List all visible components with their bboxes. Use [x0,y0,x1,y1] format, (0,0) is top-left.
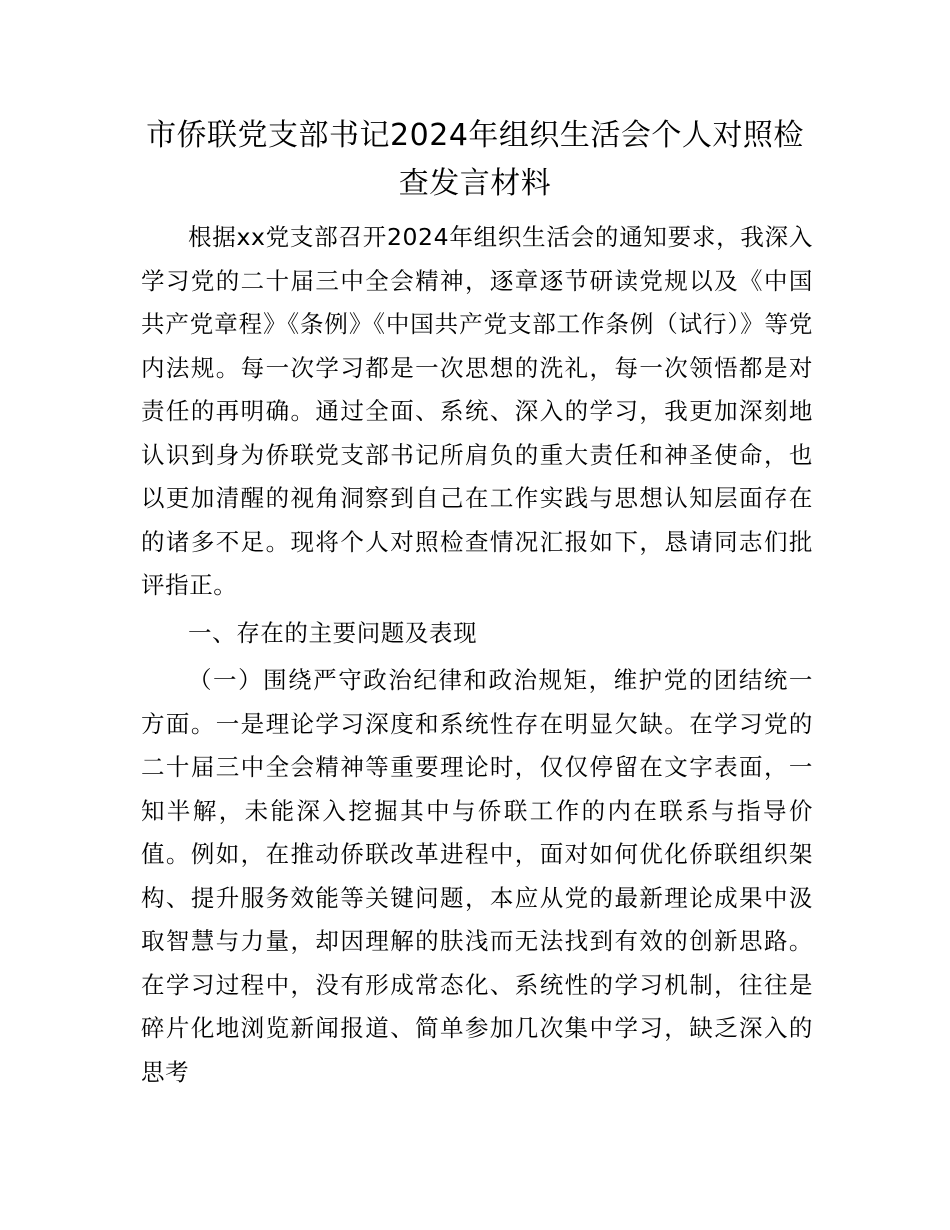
intro-paragraph: 根据xx党支部召开2024年组织生活会的通知要求，我深入学习党的二十届三中全会精神，逐章逐节研读党规以及《中国共产党章程》《条例》《中国共产党支部工作条例（试行）》等党内法规。每一次学习都是一次思想的洗礼，每一次领悟都是对责任的再明确。通过全面、系统、深入的学习，我更加深刻地认识到身为侨联党支部书记所肩负的重大责任和神圣使命，也以更加清醒的视角洞察到自己在工作实践与思想认知层面存在的诸多不足。现将个人对照检查情况汇报如下，恳请同志们批评指正。 [141,223,813,599]
subsection-paragraph: （一）围绕严守政治纪律和政治规矩，维护党的团结统一方面。一是理论学习深度和系统性存在明显欠缺。在学习党的二十届三中全会精神等重要理论时，仅仅停留在文字表面，一知半解，未能深入挖掘其中与侨联工作的内在联系与指导价值。例如，在推动侨联改革进程中，面对如何优化侨联组织架构、提升服务效能等关键问题，本应从党的最新理论成果中汲取智慧与力量，却因理解的肤浅而无法找到有效的创新思路。在学习过程中，没有形成常态化、系统性的学习机制，往往是碎片化地浏览新闻报道、简单参加几次集中学习，缺乏深入的思考 [141,666,813,1086]
document-body [141,216,813,1094]
section-heading: 一、存在的主要问题及表现 [188,618,478,647]
document-title: 市侨联党支部书记2024年组织生活会个人对照检查发言材料 [146,118,804,201]
